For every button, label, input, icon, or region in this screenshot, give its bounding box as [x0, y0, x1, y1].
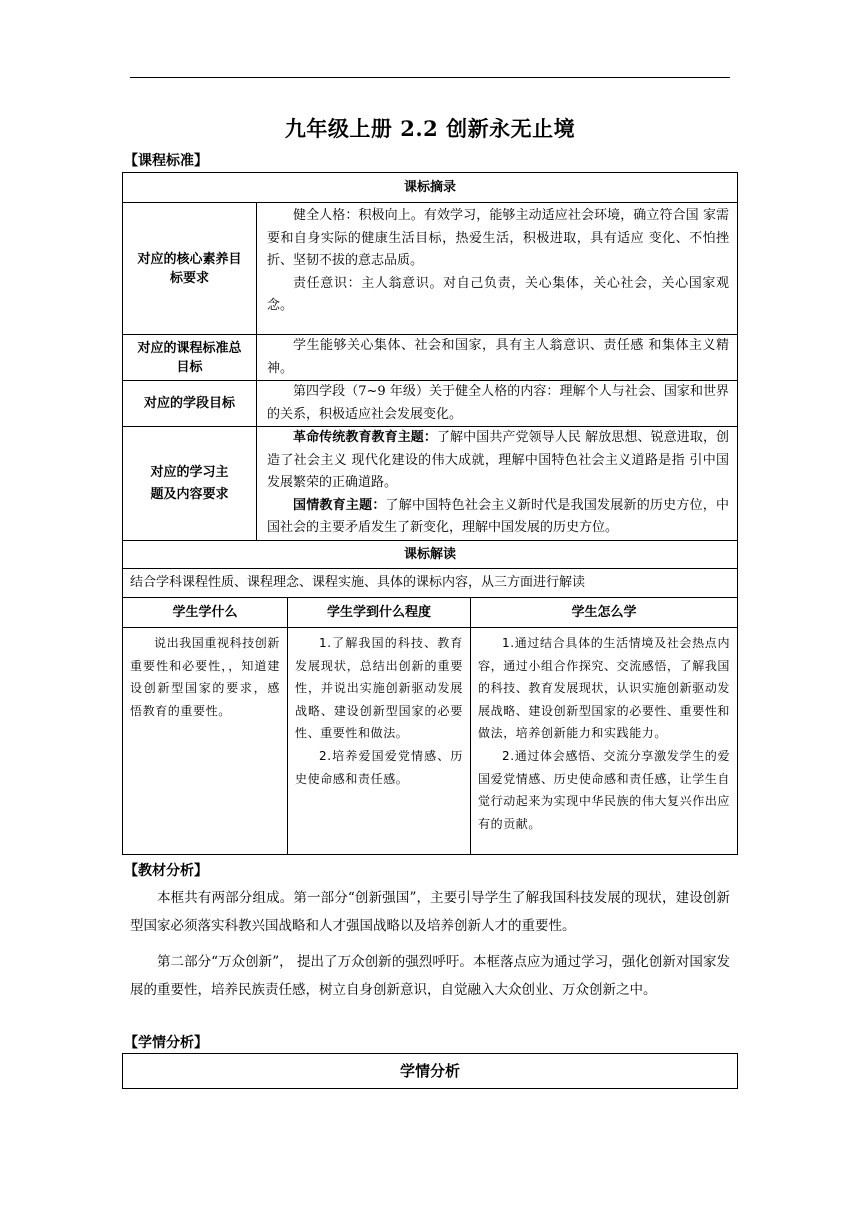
- what-to-learn-cell: [123, 628, 288, 855]
- core-literacy-content: [257, 203, 738, 335]
- overall-goal-content: [257, 335, 738, 381]
- learner-analysis-table-title: 学情分析: [122, 1053, 738, 1089]
- excerpt-header: 课标摘录: [123, 173, 738, 203]
- stage-goal-content: [257, 381, 738, 427]
- revolution-theme-text: 了解中国共产党领导人民 解放思想、锐意进取，创造了社会主义 现代化建设的伟大成就，理解中国特色社会主义道路是指 引中国发展繁荣的正确道路。: [267, 430, 730, 490]
- interpretation-header: 课标解读: [123, 541, 738, 569]
- core-literacy-label: 对应的核心素养目标要求: [123, 203, 257, 335]
- how-item: 1.通过结合具体的生活情境及社会热点内容，通过小组合作探究、交流感悟，了解我国的科技、教育发展现状，认识实施创新驱动发展战略、建设创新型国家的必要性、重要性和做法，培养创新能力和实践能力。: [478, 636, 731, 741]
- stage-goal-label: 对应的学段目标: [123, 381, 257, 427]
- column-header-what: 学生学什么: [123, 598, 288, 628]
- revolution-theme-title: 革命传统教育教育主题：: [293, 430, 437, 445]
- stage-goal-paragraph: 第四学段（7~9 年级）关于健全人格的内容：理解个人与社会、国家和世界的关系，积极适应社会发展变化。: [267, 384, 730, 422]
- national-theme-text: 了解中国特色社会主义新时代是我国发展新的历史方位，中国社会的主要矛盾发生了新变化，理解中国发展的历史方位。: [267, 497, 730, 535]
- overall-goal-label: 对应的课程标准总目标: [123, 335, 257, 381]
- textbook-paragraph: 本框共有两部分组成。第一部分“创新强国”，主要引导学生了解我国科技发展的现状，建设创新型国家必须落实科教兴国战略和人才强国战略以及培养创新人才的重要性。: [130, 890, 730, 934]
- document-title: 九年级上册 2.2 创新永无止境: [284, 116, 576, 141]
- column-header-how: 学生怎么学: [471, 598, 738, 628]
- degree-item: 1.了解我国的科技、教育发展现状，总结出创新的重要性，并说出实施创新驱动发展战略、建设创新型国家的必要性、重要性和做法。: [295, 636, 463, 741]
- section-heading-learner: 【学情分析】: [124, 1035, 208, 1051]
- interpretation-text: 结合学科课程性质、课程理念、课程实施、具体的课标内容，从三方面进行解读: [123, 569, 738, 598]
- section-heading-standards: 【课程标准】: [124, 153, 208, 169]
- column-header-degree: 学生学到什么程度: [288, 598, 471, 628]
- national-theme-title: 国情教育主题：: [293, 497, 386, 513]
- learning-theme-content: [257, 427, 738, 541]
- national-theme-paragraph: [267, 495, 729, 540]
- learning-theme-label: 对应的学习主题及内容要求: [123, 427, 257, 541]
- header-rule: [130, 77, 730, 78]
- core-literacy-paragraph: 责任意识：主人翁意识。对自己负责，关心集体，关心社会，关心国家观念。: [267, 275, 730, 313]
- standards-table: [122, 172, 738, 855]
- how-item: 2.通过体会感悟、交流分享激发学生的爱国爱党情感、历史使命感和责任感，让学生自觉行动起来为实现中华民族的伟大复兴作出应有的贡献。: [478, 748, 731, 831]
- what-to-learn-text: 说出我国重视科技创新重要性和必要性，，知道建设创新型国家的要求，感悟教育的重要性。: [130, 636, 281, 718]
- section-heading-textbook: 【教材分析】: [124, 863, 208, 879]
- degree-item: 2.培养爱国爱党情感、历史使命感和责任感。: [295, 748, 463, 786]
- how-to-learn-cell: [471, 628, 738, 855]
- revolution-theme-paragraph: [267, 427, 729, 495]
- core-literacy-paragraph: 健全人格：积极向上。有效学习，能够主动适应社会环境，确立符合国 家需要和自身实际的健康生活目标，热爱生活，积极进取，具有适应 变化、不怕挫折、坚韧不拔的意志品质。: [267, 208, 730, 268]
- overall-goal-paragraph: 学生能够关心集体、社会和国家，具有主人翁意识、责任感 和集体主义精神。: [267, 338, 730, 376]
- textbook-paragraph: 第二部分“万众创新”， 提出了万众创新的强烈呼吁。本框落点应为通过学习，强化创新对国家发展的重要性，培养民族责任感，树立自身创新意识，自觉融入大众创业、万众创新之中。: [130, 954, 730, 998]
- degree-cell: [288, 628, 471, 855]
